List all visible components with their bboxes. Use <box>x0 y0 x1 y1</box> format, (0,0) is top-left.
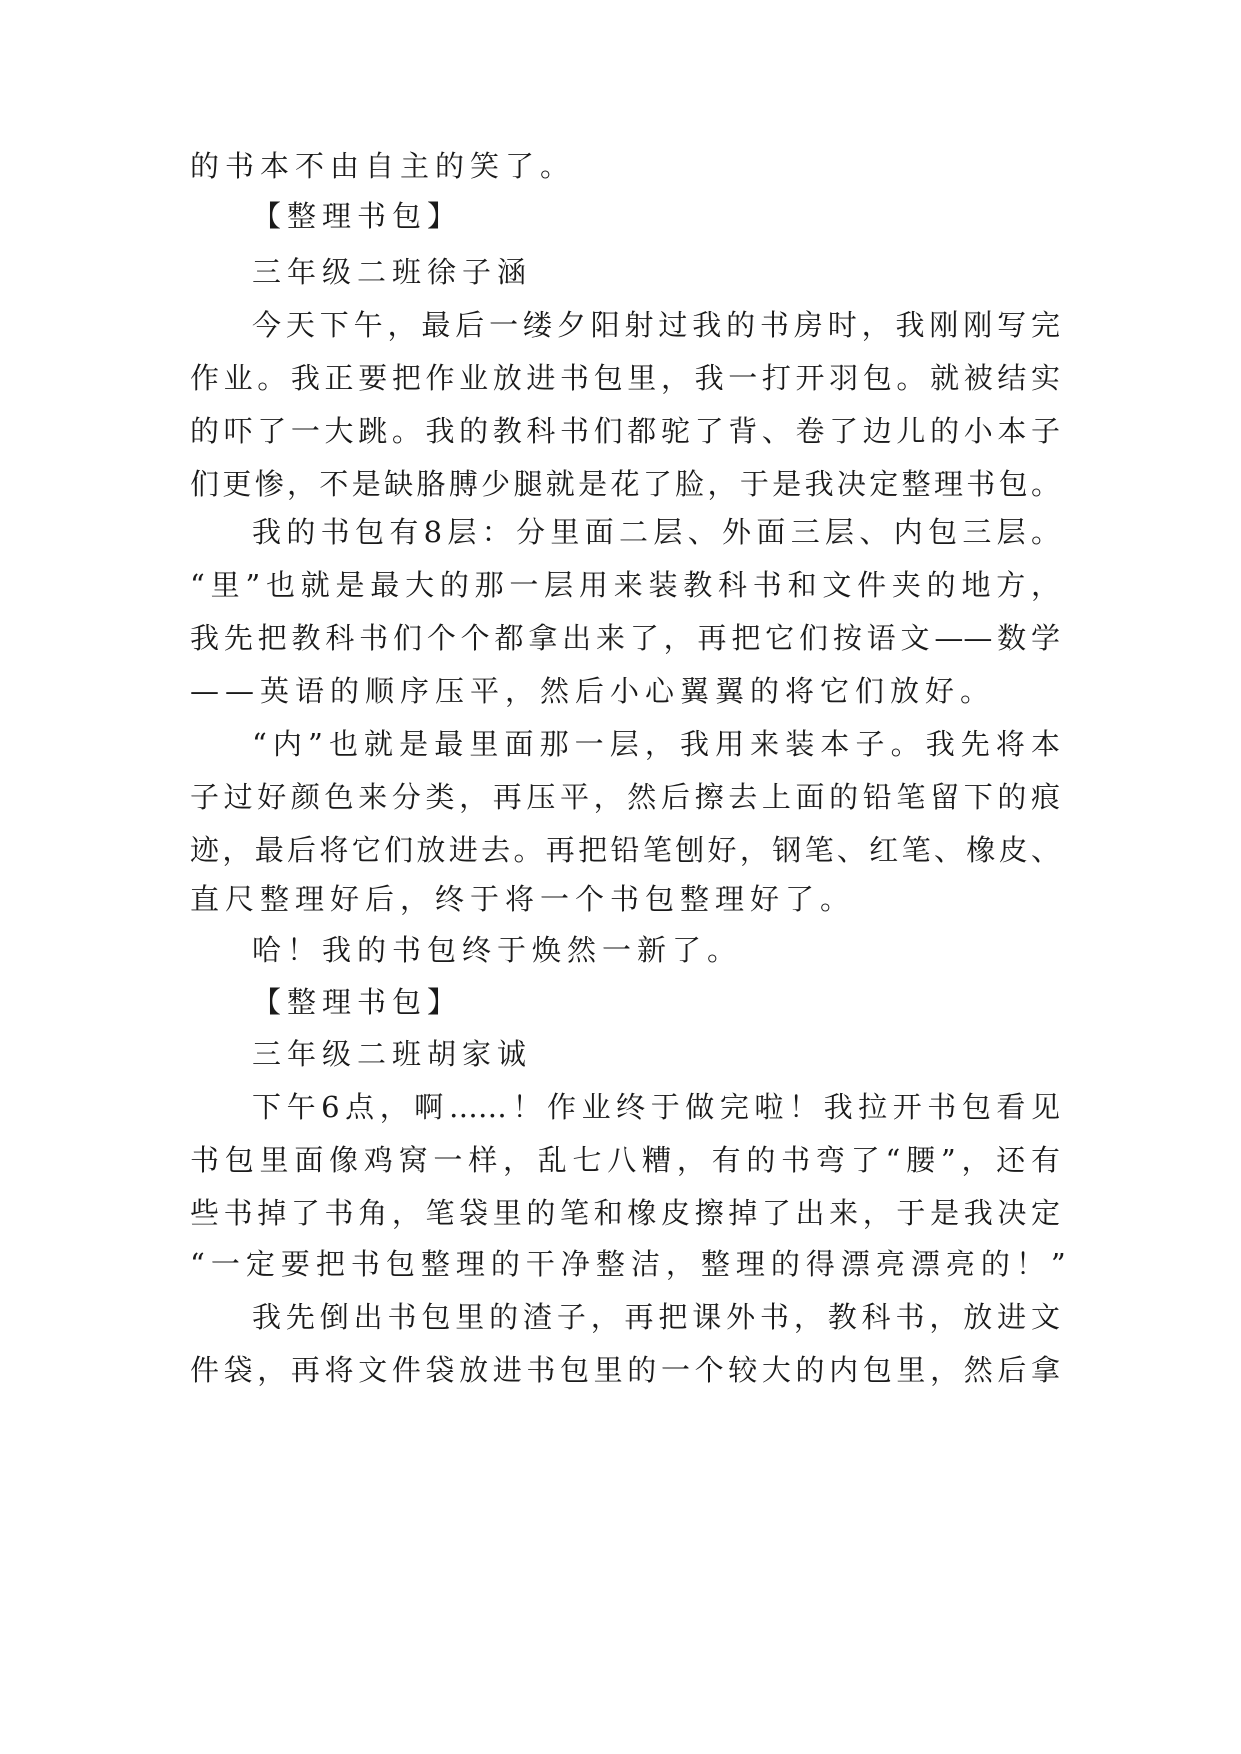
body-line: 作业。我正要把作业放进书包里，我一打开羽包。就被结实 <box>190 361 1060 395</box>
body-line: 今天下午，最后一缕夕阳射过我的书房时，我刚刚写完 <box>252 308 1060 342</box>
body-line: “一定要把书包整理的干净整洁，整理的得漂亮漂亮的！” <box>190 1247 1072 1281</box>
body-line: 我的书包有8层：分里面二层、外面三层、内包三层。 <box>252 515 1060 549</box>
body-line: 我先把教科书们个个都拿出来了，再把它们按语文——数学 <box>190 621 1060 655</box>
body-line: 些书掉了书角，笔袋里的笔和橡皮擦掉了出来，于是我决定 <box>190 1196 1060 1230</box>
essay-author: 三年级二班徐子涵 <box>252 255 533 289</box>
body-line: ——英语的顺序压平，然后小心翼翼的将它们放好。 <box>190 674 996 708</box>
body-line: 的书本不由自主的笑了。 <box>190 149 576 183</box>
body-line: 的吓了一大跳。我的教科书们都驼了背、卷了边儿的小本子 <box>190 414 1060 448</box>
body-line: 直尺整理好后，终于将一个书包整理好了。 <box>190 882 856 916</box>
body-line: 迹，最后将它们放进去。再把铅笔刨好，钢笔、红笔、橡皮、 <box>190 833 1060 867</box>
essay-title: 【整理书包】 <box>252 985 463 1019</box>
body-line: 哈！我的书包终于焕然一新了。 <box>252 933 743 967</box>
essay-author: 三年级二班胡家诚 <box>252 1037 533 1071</box>
body-line: 们更惨，不是缺胳膊少腿就是花了脸，于是我决定整理书包。 <box>190 467 1060 501</box>
body-line: 件袋，再将文件袋放进书包里的一个较大的内包里，然后拿 <box>190 1353 1060 1387</box>
body-line: 子过好颜色来分类，再压平，然后擦去上面的铅笔留下的痕 <box>190 780 1060 814</box>
body-line: “里”也就是最大的那一层用来装教科书和文件夹的地方， <box>190 568 1060 602</box>
body-line: “内”也就是最里面那一层，我用来装本子。我先将本 <box>252 727 1060 761</box>
body-line: 书包里面像鸡窝一样，乱七八糟，有的书弯了“腰”，还有 <box>190 1143 1060 1177</box>
essay-title: 【整理书包】 <box>252 199 463 233</box>
body-line: 我先倒出书包里的渣子，再把课外书，教科书，放进文 <box>252 1300 1060 1334</box>
body-line: 下午6点，啊……！作业终于做完啦！我拉开书包看见 <box>252 1090 1060 1124</box>
